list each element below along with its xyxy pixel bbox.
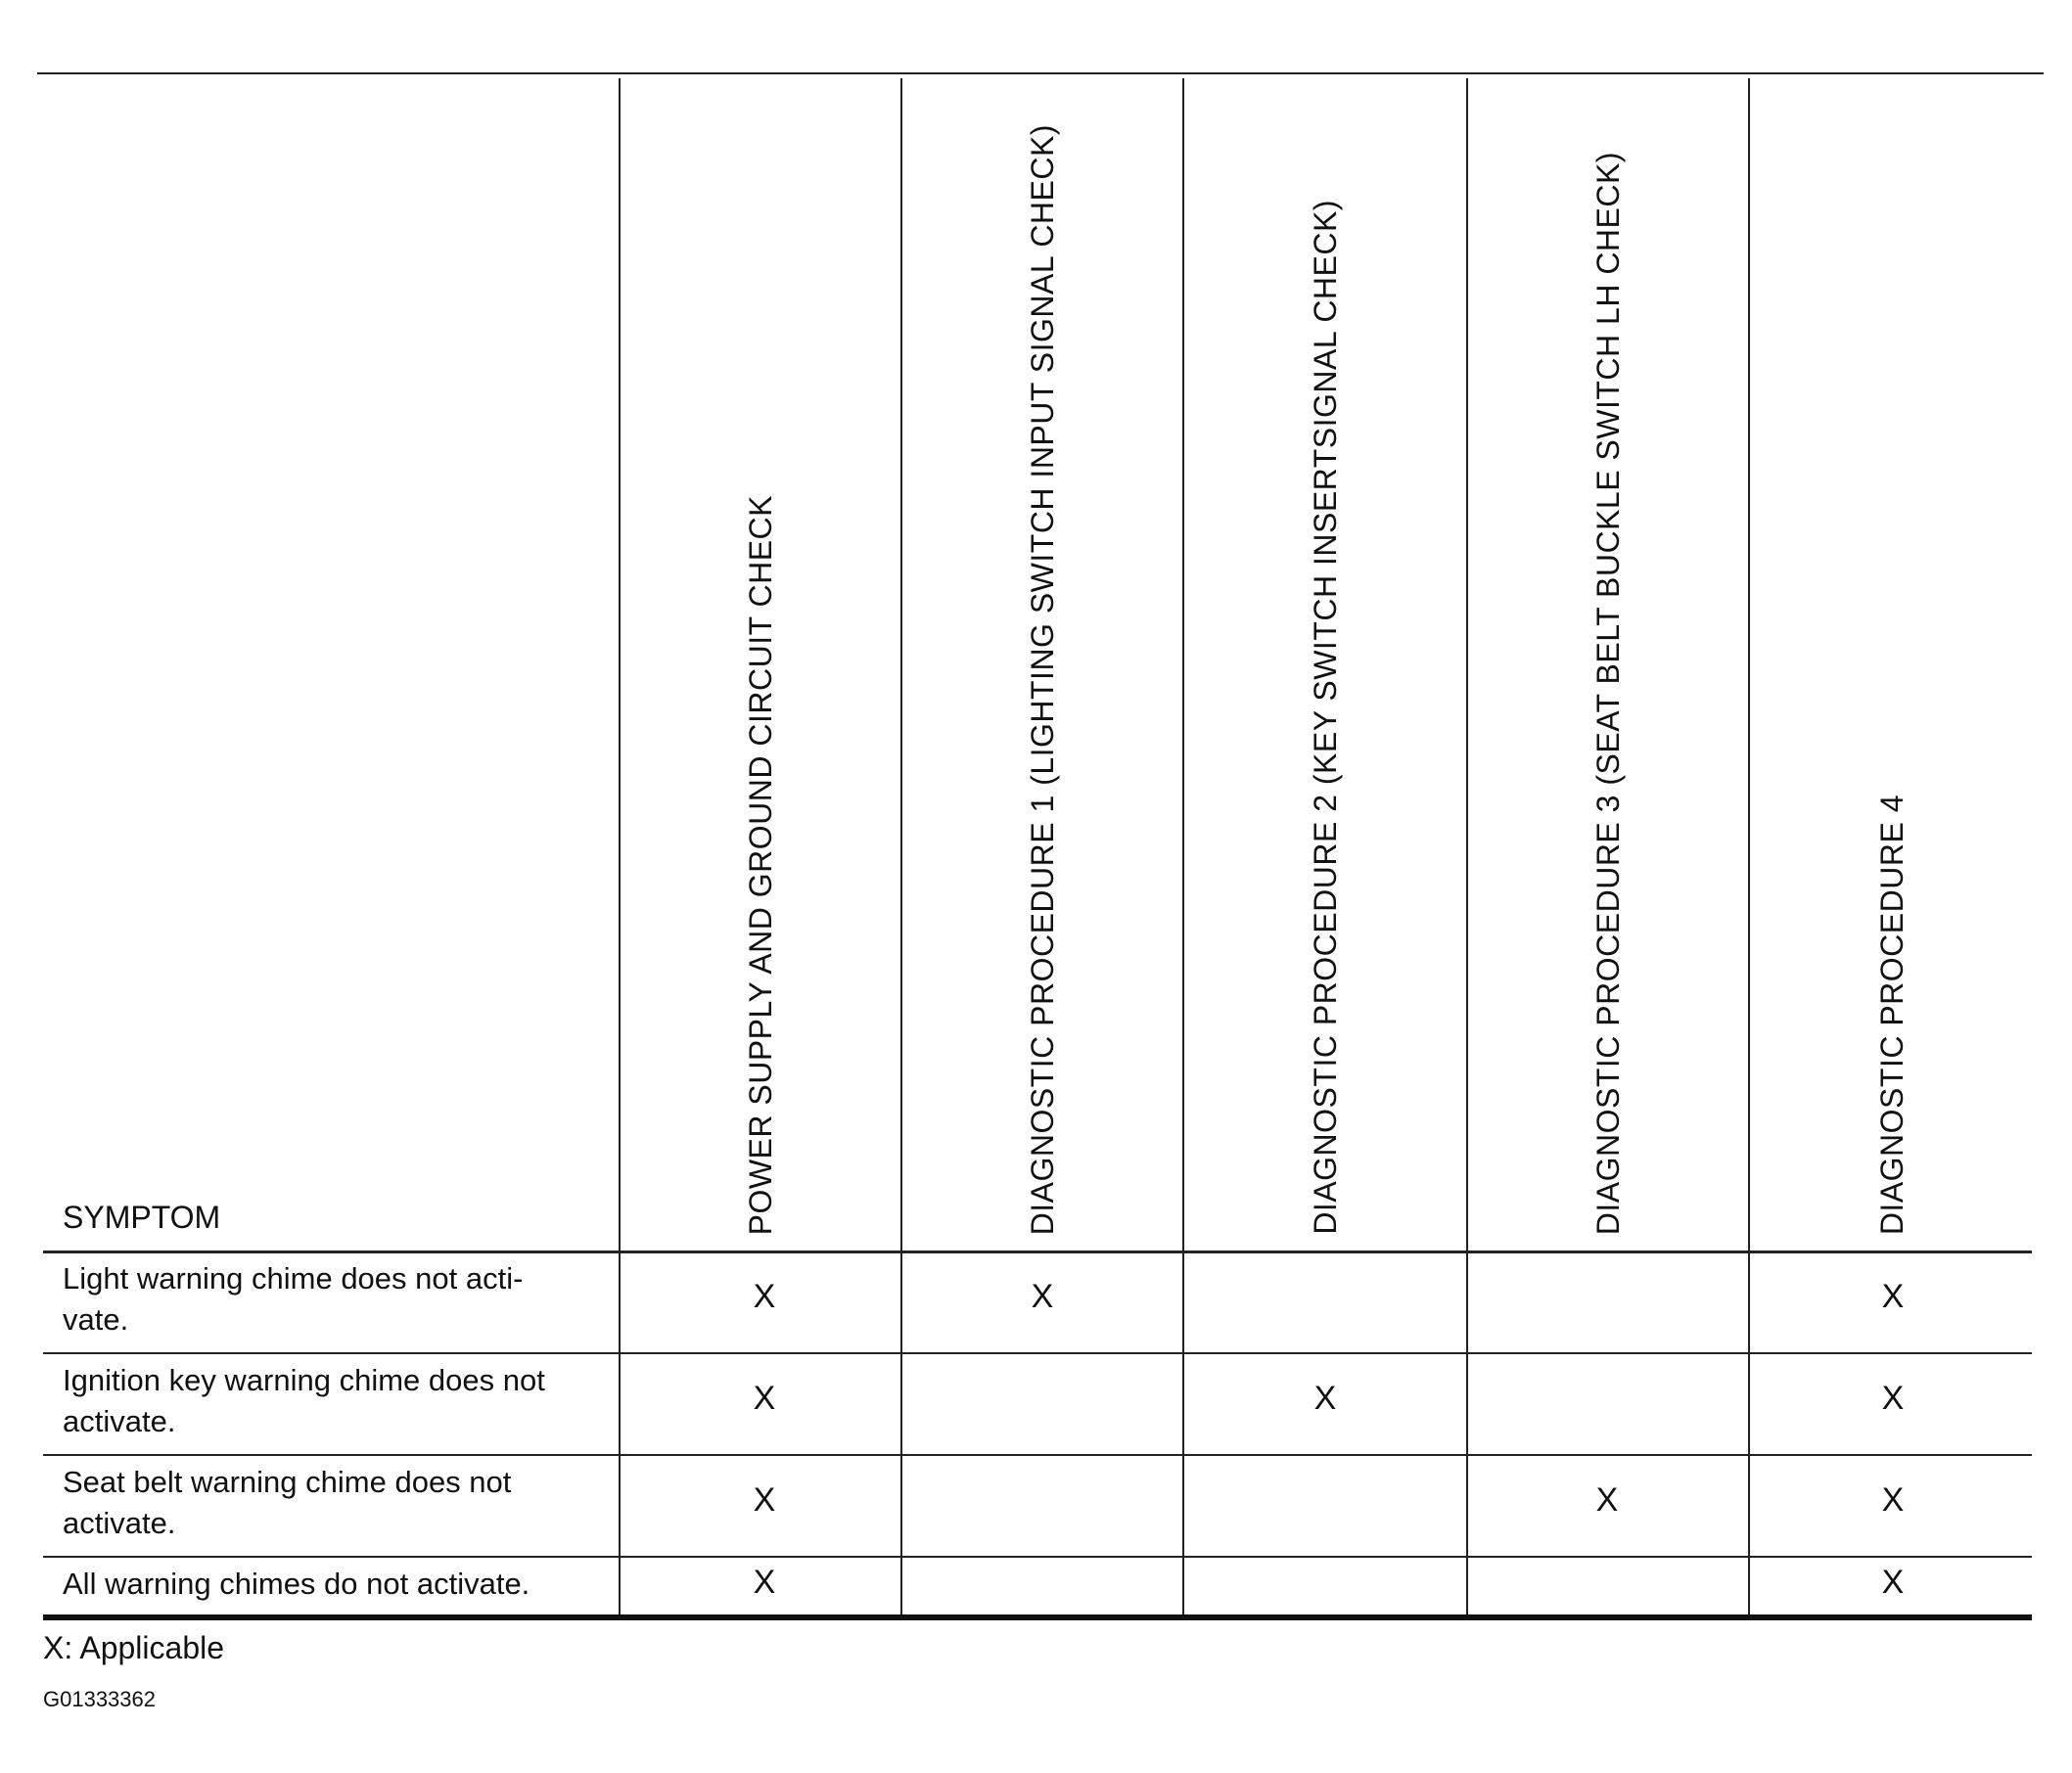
column-header-label: DIAGNOSTIC PROCEDURE 1 (LIGHTING SWITCH INPUT SIGNAL CHECK) xyxy=(1025,123,1060,1235)
column-header-label: DIAGNOSTIC PROCEDURE 3 (SEAT BELT BUCKLE SWITCH LH CHECK) xyxy=(1590,151,1626,1235)
applicable-mark: X xyxy=(1881,1481,1905,1519)
column-header-label: DIAGNOSTIC PROCEDURE 2 (KEY SWITCH INSERTSIGNAL CHECK) xyxy=(1308,200,1343,1235)
bottom-rule xyxy=(43,1614,2032,1620)
table-row-symptom xyxy=(63,1462,611,1544)
symptom-text-line: vate. xyxy=(63,1302,129,1337)
applicable-mark: X xyxy=(753,1481,776,1519)
applicable-mark: X xyxy=(1881,1564,1905,1601)
symptom-text-line: Seat belt warning chime does not xyxy=(63,1465,512,1499)
column-header-procedure-1 xyxy=(902,80,1182,1235)
applicable-mark: X xyxy=(1313,1380,1337,1417)
column-header-power-supply xyxy=(621,80,900,1235)
column-header-procedure-2 xyxy=(1184,80,1466,1235)
symptom-text-line: Ignition key warning chime does not xyxy=(63,1363,545,1397)
table-row-symptom xyxy=(63,1564,611,1605)
table-row-symptom xyxy=(63,1258,611,1341)
row-divider xyxy=(43,1352,2032,1354)
row-divider xyxy=(43,1556,2032,1558)
applicable-mark: X xyxy=(1595,1481,1619,1519)
applicable-mark: X xyxy=(1881,1278,1905,1315)
figure-id: G01333362 xyxy=(43,1687,156,1711)
header-bottom-rule xyxy=(43,1250,2032,1253)
column-header-label: DIAGNOSTIC PROCEDURE 4 xyxy=(1874,794,1910,1235)
symptom-text-line: activate. xyxy=(63,1404,176,1438)
applicable-mark: X xyxy=(1881,1380,1905,1417)
applicable-mark: X xyxy=(753,1278,776,1315)
symptom-text-line: activate. xyxy=(63,1506,176,1540)
symptom-text-line: All warning chimes do not activate. xyxy=(63,1567,530,1601)
symptom-text-line: Light warning chime does not acti- xyxy=(63,1261,524,1296)
legend-footnote: X: Applicable xyxy=(43,1630,225,1665)
row-divider xyxy=(43,1454,2032,1456)
applicable-mark: X xyxy=(753,1564,776,1601)
column-header-label: POWER SUPPLY AND GROUND CIRCUIT CHECK xyxy=(743,494,778,1235)
applicable-mark: X xyxy=(1031,1278,1054,1315)
column-header-procedure-3 xyxy=(1468,80,1748,1235)
column-header-procedure-4 xyxy=(1750,80,2034,1235)
table-row-symptom xyxy=(63,1360,611,1442)
applicable-mark: X xyxy=(753,1380,776,1417)
symptom-column-header: SYMPTOM xyxy=(63,1200,221,1235)
top-rule xyxy=(37,72,2044,74)
